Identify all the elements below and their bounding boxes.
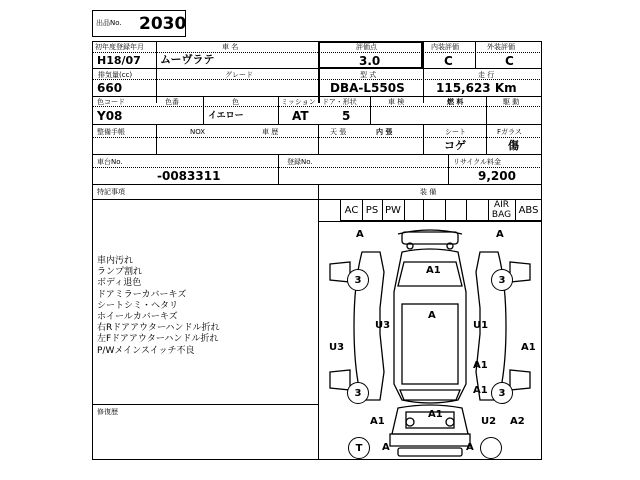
- mission-label: ミッション: [281, 98, 316, 106]
- doors-label: ドア・形状: [322, 98, 357, 106]
- interior-grade-label: 内装評価: [431, 43, 459, 51]
- mark-left-side: U3: [329, 342, 345, 353]
- remark-line: ホイールカバーキズ: [97, 312, 178, 323]
- mission-value: AT: [292, 109, 309, 123]
- interior-trim-label: 内 張: [376, 128, 393, 136]
- ceiling-label: 天 張: [330, 128, 347, 136]
- recycle-value: 9,200: [478, 169, 516, 183]
- remark-line: 左Fドアアウターハンドル折れ: [97, 334, 219, 345]
- mark-right-rear-door: A1: [473, 360, 488, 371]
- chassis-value: -0083311: [157, 169, 221, 183]
- cc-value: 660: [97, 81, 123, 95]
- color-num-label: 色番: [165, 98, 179, 106]
- mark-left-rear-bumper: A1: [370, 416, 385, 427]
- mark-right-side: A1: [521, 342, 536, 353]
- equip-abs: ABS: [518, 205, 539, 216]
- color-label: 色: [232, 98, 239, 106]
- mileage-value: 115,623 Km: [436, 81, 517, 95]
- drive-label: 駆 動: [503, 98, 520, 106]
- cc-label: 排気量(cc): [98, 71, 133, 79]
- remark-line: ランプ割れ: [97, 267, 143, 278]
- doors-value: 5: [342, 109, 351, 123]
- interior-grade-value: C: [444, 54, 453, 68]
- mark-right-rear-quarter: A1: [473, 385, 488, 396]
- exterior-grade-label: 外装評価: [487, 43, 515, 51]
- remark-line: P/Wメインスイッチ不良: [97, 345, 195, 356]
- name-label: 車 名: [222, 43, 239, 51]
- recycle-label: リサイクル料金: [453, 158, 502, 166]
- lot-number: 2030: [139, 14, 187, 34]
- mark-left-rear-wheel: 3: [347, 382, 369, 404]
- equip-ac: AC: [344, 205, 359, 216]
- mark-right-rear-bumper: U2: [481, 416, 497, 427]
- color-code-label: 色コード: [97, 98, 125, 106]
- chassis-label: 車台No.: [97, 158, 123, 166]
- reg-value: H18/07: [97, 54, 141, 67]
- mark-tire-t: T: [348, 437, 370, 459]
- mark-left-front-wheel: 3: [347, 269, 369, 291]
- mark-right-front-door: U1: [473, 320, 489, 331]
- history-label: 車 歴: [262, 128, 279, 136]
- remarks-label: 特記事項: [97, 188, 125, 196]
- mark-hood: A1: [426, 265, 441, 276]
- reg-label: 初年度登録年月: [95, 43, 144, 51]
- glass-value: 傷: [508, 139, 519, 152]
- regno-label: 登録No.: [287, 158, 313, 166]
- mark-right-rear-wheel: 3: [491, 382, 513, 404]
- model-value: DBA-L550S: [330, 81, 405, 95]
- car-diagram: [318, 222, 542, 460]
- score-label: 評価点: [356, 43, 377, 51]
- color-code-value: Y08: [97, 109, 123, 123]
- inspection-label: 車 検: [388, 98, 405, 106]
- mark-left-front-door: U3: [375, 320, 391, 331]
- remark-line: 車内汚れ: [97, 256, 134, 266]
- mileage-label: 走 行: [478, 71, 495, 79]
- mark-roof: A: [428, 310, 436, 321]
- lot-box: [92, 10, 186, 37]
- lot-label: 出品No.: [96, 19, 122, 27]
- mark-front-left-corner: A: [356, 229, 364, 240]
- glass-label: Fガラス: [497, 128, 522, 136]
- seat-label: シート: [445, 128, 466, 136]
- remarks-list: [97, 256, 219, 357]
- remark-line: シートシミ・ヘタリ: [97, 300, 179, 311]
- mark-tailgate: A1: [428, 409, 443, 420]
- mark-right-front-wheel: 3: [491, 269, 513, 291]
- grade-label: グレード: [225, 71, 253, 79]
- model-label: 型 式: [360, 71, 377, 79]
- score-value: 3.0: [359, 54, 381, 68]
- repair-history-label: 修復歴: [97, 408, 118, 416]
- equip-pw: PW: [385, 205, 401, 216]
- equip-airbag: AIR BAG: [491, 200, 512, 220]
- remark-line: 右Rドアアウターハンドル折れ: [97, 323, 220, 334]
- equipment-label: 装 備: [420, 188, 437, 196]
- remark-line: ボディ退色: [97, 278, 142, 289]
- exterior-grade-value: C: [505, 54, 514, 68]
- mark-front-right-corner: A: [496, 229, 504, 240]
- mark-rear-right-bottom: A: [466, 442, 474, 453]
- equip-ps: PS: [365, 205, 379, 216]
- remark-line: ドアミラーカバーキズ: [97, 289, 187, 300]
- color-value: イエロー: [208, 111, 244, 121]
- seat-value: コゲ: [444, 139, 466, 152]
- fuel-label: 燃 料: [447, 98, 464, 106]
- nox-label: NOX: [190, 128, 206, 136]
- circle-rear-right-empty: [480, 437, 502, 459]
- name-value: ムーヴラテ: [160, 53, 215, 66]
- mark-right-rear-corner: A2: [510, 416, 525, 427]
- maintenance-label: 整備手帳: [97, 128, 125, 136]
- mark-rear-left-bottom: A: [382, 442, 390, 453]
